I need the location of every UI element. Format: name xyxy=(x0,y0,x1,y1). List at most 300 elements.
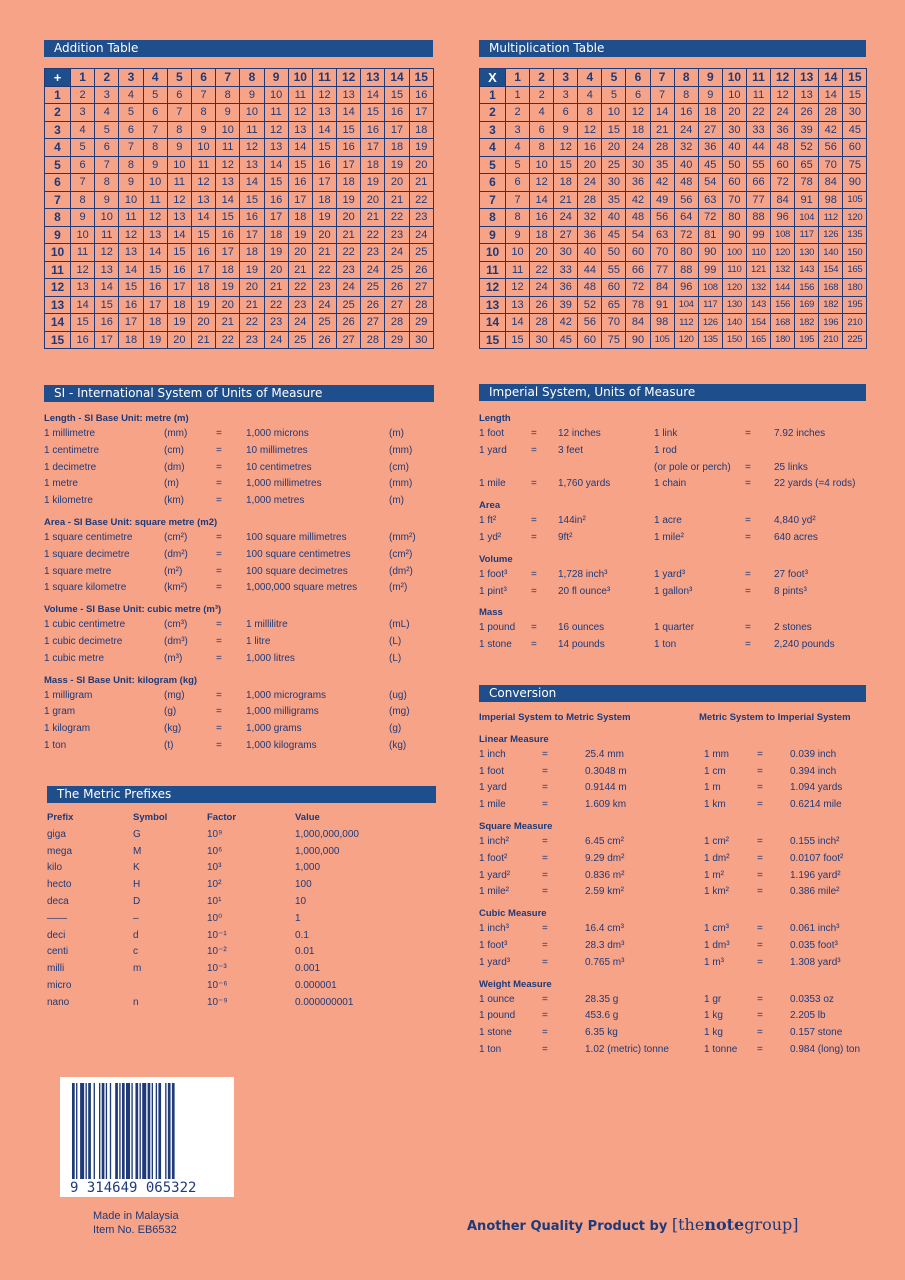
cell: d xyxy=(133,929,139,941)
cell: 1 cubic metre xyxy=(44,652,105,664)
cell: = xyxy=(216,548,222,560)
cell: 1 acre xyxy=(654,515,682,527)
imperial-row xyxy=(479,476,871,493)
cell: = xyxy=(542,939,548,951)
table-cell: 15 xyxy=(337,121,361,139)
table-cell: 19 xyxy=(337,191,361,209)
barcode-bars xyxy=(60,1077,234,1197)
cell: = xyxy=(531,622,537,634)
table-row xyxy=(45,244,434,262)
conversion-row xyxy=(479,764,899,781)
si-row xyxy=(44,721,434,738)
cell: = xyxy=(745,639,751,651)
table-cell: 33 xyxy=(746,121,770,139)
column-header: 8 xyxy=(674,69,698,87)
cell: 2.59 km² xyxy=(585,886,624,898)
cell: 10⁻¹ xyxy=(207,929,227,941)
table-cell: 88 xyxy=(746,209,770,227)
cell: 1 square decimetre xyxy=(44,548,130,560)
cell: 10⁰ xyxy=(207,912,223,924)
cell: = xyxy=(542,1027,548,1039)
cell: (cm³) xyxy=(164,619,188,631)
cell: 1 stone xyxy=(479,1027,512,1039)
table-cell: 19 xyxy=(312,209,336,227)
table-cell: 8 xyxy=(530,139,554,157)
table-cell: 30 xyxy=(626,156,650,174)
table-cell: 5 xyxy=(119,104,143,122)
table-cell: 150 xyxy=(722,331,746,349)
table-cell: 20 xyxy=(167,331,191,349)
cell: = xyxy=(542,923,548,935)
prefix-row xyxy=(47,911,436,928)
table-cell: 17 xyxy=(240,226,264,244)
prefix-column-header: Value xyxy=(295,812,320,823)
cell: = xyxy=(216,689,222,701)
table-cell: 6 xyxy=(530,121,554,139)
table-cell: 11 xyxy=(167,174,191,192)
table-cell: 28 xyxy=(819,104,843,122)
cell: 1,000 milligrams xyxy=(246,706,319,718)
metric-prefixes-section xyxy=(47,810,436,1012)
table-cell: 2 xyxy=(71,86,95,104)
table-cell: 99 xyxy=(746,226,770,244)
imperial-row xyxy=(479,443,871,460)
table-cell: 18 xyxy=(385,139,409,157)
cell: – xyxy=(133,912,139,924)
table-cell: 16 xyxy=(167,261,191,279)
table-cell: 15 xyxy=(240,191,264,209)
prefix-column-header: Symbol xyxy=(133,812,168,823)
cell: 3 feet xyxy=(558,444,584,456)
table-cell: 50 xyxy=(722,156,746,174)
table-cell: 8 xyxy=(191,104,215,122)
table-cell: 16 xyxy=(409,86,433,104)
table-cell: 9 xyxy=(191,121,215,139)
table-cell: 121 xyxy=(746,261,770,279)
table-cell: 120 xyxy=(771,244,795,262)
conversion-row xyxy=(479,868,899,885)
table-cell: 15 xyxy=(602,121,626,139)
cell: 1 yard³ xyxy=(654,568,686,580)
cell: 12 inches xyxy=(558,428,601,439)
table-cell: 3 xyxy=(506,121,530,139)
cell: 1 inch xyxy=(479,748,506,760)
table-cell: 6 xyxy=(506,174,530,192)
cell: 10¹ xyxy=(207,895,222,907)
cell: 0.01 xyxy=(295,946,315,958)
multiplication-table-title: Multiplication Table xyxy=(479,40,866,57)
table-row xyxy=(480,104,867,122)
cell: (kg) xyxy=(164,723,182,735)
cell: = xyxy=(531,585,537,597)
cell: 1 foot³ xyxy=(479,939,508,951)
table-cell: 23 xyxy=(361,244,385,262)
cell: 1,000,000,000 xyxy=(295,828,359,840)
cell: 1 kilogram xyxy=(44,723,91,735)
table-cell: 17 xyxy=(95,331,119,349)
column-header: 10 xyxy=(722,69,746,87)
cell: 16 ounces xyxy=(558,622,605,634)
table-cell: 195 xyxy=(795,331,819,349)
table-cell: 14 xyxy=(143,244,167,262)
row-header: 4 xyxy=(45,139,71,157)
cell: deci xyxy=(47,929,66,941)
imperial-row xyxy=(479,530,871,547)
table-cell: 24 xyxy=(312,296,336,314)
cell: 1 square kilometre xyxy=(44,582,127,594)
cell: 1 ton xyxy=(44,739,67,751)
cell: 1 link xyxy=(654,428,678,439)
cell: = xyxy=(745,568,751,580)
table-cell: 21 xyxy=(288,261,312,279)
table-cell: 15 xyxy=(843,86,867,104)
table-cell: 9 xyxy=(71,209,95,227)
conversion-section-title: Conversion xyxy=(479,685,866,702)
table-cell: 4 xyxy=(578,86,602,104)
cell: = xyxy=(531,444,537,456)
table-cell: 16 xyxy=(71,331,95,349)
barcode-number: 9 314649 065322 xyxy=(70,1180,197,1196)
cell: 16.4 cm³ xyxy=(585,923,624,935)
conversion-direction-heading: Metric System to Imperial System xyxy=(699,712,851,723)
table-cell: 26 xyxy=(312,331,336,349)
table-cell: 108 xyxy=(698,279,722,297)
cell: 1,000,000 xyxy=(295,845,340,857)
imperial-section-title: Imperial System, Units of Measure xyxy=(479,384,866,401)
table-cell: 23 xyxy=(240,331,264,349)
table-cell: 169 xyxy=(795,296,819,314)
cell: = xyxy=(216,652,222,664)
cell: 2.205 lb xyxy=(790,1010,826,1022)
cell: 0.061 inch³ xyxy=(790,923,840,935)
table-cell: 16 xyxy=(361,121,385,139)
table-cell: 14 xyxy=(819,86,843,104)
table-cell: 4 xyxy=(530,104,554,122)
table-cell: 25 xyxy=(361,279,385,297)
table-cell: 23 xyxy=(385,226,409,244)
table-cell: 4 xyxy=(71,121,95,139)
table-cell: 154 xyxy=(746,314,770,332)
column-header: 10 xyxy=(288,69,312,87)
table-row xyxy=(480,174,867,192)
table-cell: 11 xyxy=(95,226,119,244)
table-cell: 24 xyxy=(626,139,650,157)
cell: 1 pound xyxy=(479,622,516,634)
cell: nano xyxy=(47,996,70,1008)
table-cell: 25 xyxy=(288,331,312,349)
cell: 10⁶ xyxy=(207,845,223,857)
row-header: 1 xyxy=(45,86,71,104)
table-cell: 56 xyxy=(674,191,698,209)
cell: = xyxy=(542,748,548,760)
si-row xyxy=(44,738,434,755)
cell: 1 gallon³ xyxy=(654,585,693,597)
cell: n xyxy=(133,996,139,1008)
table-cell: 80 xyxy=(674,244,698,262)
cell: = xyxy=(531,428,537,439)
table-cell: 13 xyxy=(167,209,191,227)
table-cell: 60 xyxy=(602,279,626,297)
table-cell: 15 xyxy=(167,244,191,262)
si-row xyxy=(44,634,434,651)
cell: 27 foot³ xyxy=(774,568,808,580)
cell: = xyxy=(216,531,222,543)
cell: 10⁻² xyxy=(207,946,227,958)
table-cell: 130 xyxy=(722,296,746,314)
cell: (g) xyxy=(389,723,402,735)
table-cell: 19 xyxy=(409,139,433,157)
row-header: 3 xyxy=(480,121,506,139)
table-cell: 10 xyxy=(722,86,746,104)
cell: = xyxy=(542,799,548,811)
row-header: 14 xyxy=(480,314,506,332)
cell: 100 xyxy=(295,879,312,891)
cell: = xyxy=(542,993,548,1005)
table-cell: 22 xyxy=(337,244,361,262)
column-header: 14 xyxy=(819,69,843,87)
table-cell: 72 xyxy=(771,174,795,192)
conversion-section xyxy=(479,710,899,1059)
cell: = xyxy=(531,515,537,527)
table-cell: 12 xyxy=(578,121,602,139)
table-cell: 26 xyxy=(530,296,554,314)
table-row xyxy=(480,121,867,139)
row-header: 5 xyxy=(480,156,506,174)
table-cell: 12 xyxy=(506,279,530,297)
cell: 1 square metre xyxy=(44,565,112,577)
si-row xyxy=(44,547,434,564)
cell: 1 km² xyxy=(704,886,729,898)
table-cell: 6 xyxy=(626,86,650,104)
imperial-group-heading: Volume xyxy=(479,553,513,565)
table-cell: 75 xyxy=(602,331,626,349)
cell: 1 kilometre xyxy=(44,495,93,507)
table-cell: 14 xyxy=(191,209,215,227)
cell: 100 square centimetres xyxy=(246,548,351,560)
table-cell: 29 xyxy=(409,314,433,332)
table-cell: 28 xyxy=(578,191,602,209)
cell: (m³) xyxy=(164,652,183,664)
table-cell: 14 xyxy=(240,174,264,192)
barcode-bar xyxy=(72,1083,75,1179)
table-cell: 18 xyxy=(143,314,167,332)
table-cell: 20 xyxy=(361,191,385,209)
table-cell: 13 xyxy=(264,139,288,157)
table-cell: 77 xyxy=(650,261,674,279)
table-cell: 15 xyxy=(216,209,240,227)
table-cell: 5 xyxy=(602,86,626,104)
table-cell: 60 xyxy=(722,174,746,192)
cell: 6.45 cm² xyxy=(585,835,624,847)
table-cell: 35 xyxy=(602,191,626,209)
conversion-group-heading: Linear Measure xyxy=(479,733,549,745)
cell: 1 pound xyxy=(479,1010,516,1022)
table-cell: 15 xyxy=(506,331,530,349)
table-cell: 15 xyxy=(312,139,336,157)
table-cell: 13 xyxy=(506,296,530,314)
cell: 10⁻³ xyxy=(207,963,227,975)
addition-symbol: + xyxy=(45,69,71,87)
table-cell: 9 xyxy=(216,104,240,122)
table-cell: 11 xyxy=(119,209,143,227)
table-cell: 22 xyxy=(312,261,336,279)
table-cell: 63 xyxy=(650,226,674,244)
table-cell: 112 xyxy=(819,209,843,227)
table-cell: 90 xyxy=(722,226,746,244)
item-number-label: Item No. EB6532 xyxy=(93,1224,177,1236)
table-cell: 23 xyxy=(288,296,312,314)
cell: = xyxy=(757,835,763,847)
cell: 10 xyxy=(295,895,307,907)
row-header: 1 xyxy=(480,86,506,104)
conversion-row xyxy=(479,955,899,972)
table-cell: 78 xyxy=(795,174,819,192)
table-cell: 3 xyxy=(71,104,95,122)
table-cell: 18 xyxy=(626,121,650,139)
table-cell: 21 xyxy=(554,191,578,209)
table-cell: 18 xyxy=(554,174,578,192)
table-cell: 20 xyxy=(578,156,602,174)
cell: 1 foot xyxy=(479,765,505,777)
table-cell: 18 xyxy=(337,174,361,192)
table-cell: 6 xyxy=(119,121,143,139)
table-cell: 14 xyxy=(506,314,530,332)
table-cell: 196 xyxy=(819,314,843,332)
barcode-bar xyxy=(156,1083,157,1179)
row-header: 10 xyxy=(480,244,506,262)
table-cell: 11 xyxy=(143,191,167,209)
table-cell: 10 xyxy=(143,174,167,192)
cell: = xyxy=(757,939,763,951)
table-cell: 180 xyxy=(843,279,867,297)
prefix-row xyxy=(47,928,436,945)
table-row xyxy=(45,156,434,174)
table-cell: 20 xyxy=(602,139,626,157)
table-cell: 27 xyxy=(361,314,385,332)
table-cell: 96 xyxy=(674,279,698,297)
table-cell: 19 xyxy=(191,296,215,314)
cell: D xyxy=(133,895,141,907)
cell: (kg) xyxy=(389,739,407,751)
cell: = xyxy=(216,478,222,490)
table-cell: 91 xyxy=(795,191,819,209)
table-cell: 12 xyxy=(771,86,795,104)
table-row xyxy=(45,191,434,209)
column-header: 7 xyxy=(216,69,240,87)
si-row xyxy=(44,564,434,581)
si-group-heading: Mass - SI Base Unit: kilogram (kg) xyxy=(44,674,198,686)
cell: (g) xyxy=(164,706,177,718)
column-header: 6 xyxy=(626,69,650,87)
column-header: 12 xyxy=(337,69,361,87)
si-row xyxy=(44,460,434,477)
table-row xyxy=(45,139,434,157)
table-cell: 52 xyxy=(795,139,819,157)
table-cell: 26 xyxy=(337,314,361,332)
column-header: 2 xyxy=(530,69,554,87)
table-cell: 24 xyxy=(361,261,385,279)
cell: 0.155 inch² xyxy=(790,835,840,847)
cell: 144in² xyxy=(558,515,586,527)
si-group-heading: Area - SI Base Unit: square metre (m2) xyxy=(44,516,218,528)
table-cell: 24 xyxy=(578,174,602,192)
cell: = xyxy=(531,639,537,651)
column-header: 7 xyxy=(650,69,674,87)
table-cell: 13 xyxy=(119,244,143,262)
cell: 1 cm xyxy=(704,765,726,777)
conversion-row xyxy=(479,938,899,955)
cell: 1.02 (metric) tonne xyxy=(585,1043,669,1055)
table-cell: 20 xyxy=(722,104,746,122)
cell: 2,240 pounds xyxy=(774,639,835,651)
cell: = xyxy=(216,461,222,473)
barcode-bar xyxy=(142,1083,146,1179)
table-cell: 24 xyxy=(674,121,698,139)
cell: 1 xyxy=(295,912,301,924)
table-cell: 100 xyxy=(722,244,746,262)
table-cell: 12 xyxy=(626,104,650,122)
table-cell: 22 xyxy=(264,296,288,314)
table-row xyxy=(480,261,867,279)
cell: 453.6 g xyxy=(585,1010,619,1022)
prefix-row xyxy=(47,978,436,995)
table-cell: 17 xyxy=(216,244,240,262)
cell: 1 m xyxy=(704,782,721,794)
table-cell: 54 xyxy=(698,174,722,192)
table-cell: 11 xyxy=(506,261,530,279)
table-cell: 120 xyxy=(843,209,867,227)
table-cell: 168 xyxy=(819,279,843,297)
table-cell: 144 xyxy=(771,279,795,297)
table-cell: 27 xyxy=(554,226,578,244)
table-cell: 12 xyxy=(240,139,264,157)
table-cell: 18 xyxy=(312,191,336,209)
cell: M xyxy=(133,845,142,857)
imperial-row xyxy=(479,426,871,443)
table-cell: 56 xyxy=(650,209,674,227)
table-cell: 110 xyxy=(722,261,746,279)
table-cell: 12 xyxy=(167,191,191,209)
si-row xyxy=(44,530,434,547)
cell: hecto xyxy=(47,879,72,891)
table-cell: 8 xyxy=(506,209,530,227)
conversion-row xyxy=(479,834,899,851)
table-cell: 9 xyxy=(240,86,264,104)
imperial-row xyxy=(479,584,871,601)
table-cell: 10 xyxy=(71,226,95,244)
cell: (mm²) xyxy=(389,531,416,543)
table-cell: 24 xyxy=(288,314,312,332)
cell: 1 dm³ xyxy=(704,939,730,951)
table-cell: 28 xyxy=(650,139,674,157)
cell: 1 foot² xyxy=(479,852,508,864)
cell: 0.039 inch xyxy=(790,748,837,760)
table-cell: 11 xyxy=(240,121,264,139)
conversion-row xyxy=(479,1008,899,1025)
cell: (cm) xyxy=(389,461,409,473)
table-cell: 15 xyxy=(143,261,167,279)
table-cell: 40 xyxy=(602,209,626,227)
cell: (dm²) xyxy=(389,565,413,577)
table-cell: 48 xyxy=(578,279,602,297)
table-cell: 18 xyxy=(167,296,191,314)
table-cell: 90 xyxy=(698,244,722,262)
table-cell: 10 xyxy=(264,86,288,104)
table-cell: 10 xyxy=(95,209,119,227)
prefix-row xyxy=(47,995,436,1012)
cell: 1 m³ xyxy=(704,956,724,968)
column-header: 4 xyxy=(143,69,167,87)
